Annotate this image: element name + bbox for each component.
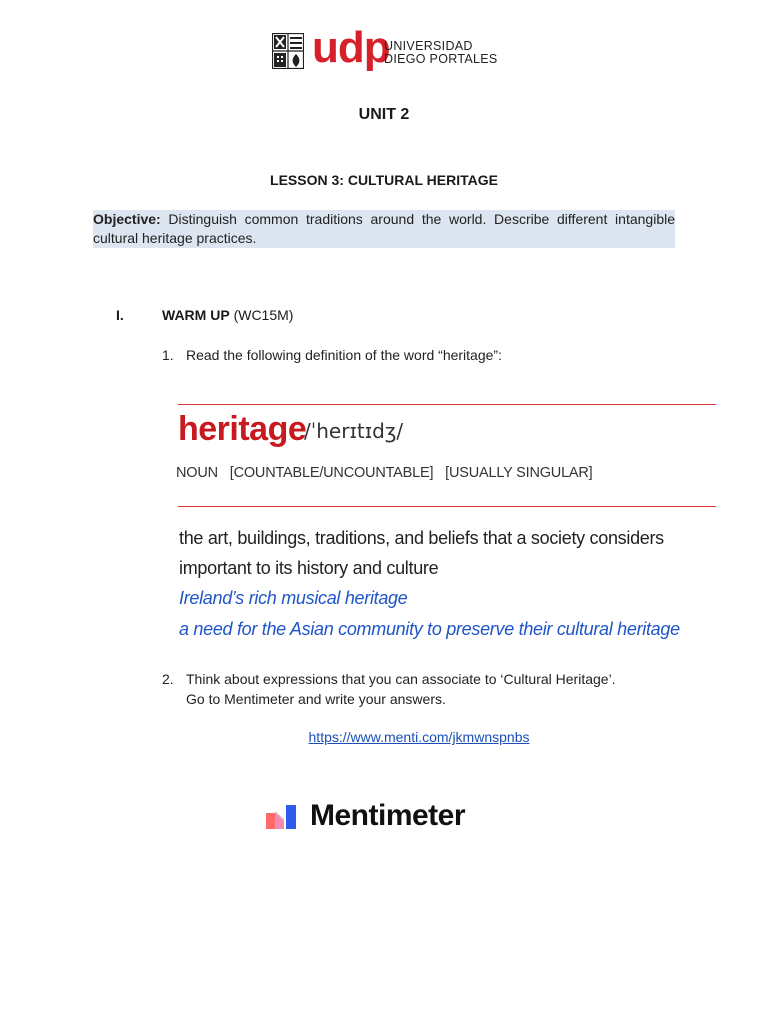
section-title <box>162 307 293 323</box>
dict-grammar <box>176 465 601 481</box>
udp-logo-line2: DIEGO PORTALES <box>384 52 498 66</box>
udp-logo-line1: UNIVERSIDAD <box>384 39 473 53</box>
mentimeter-logo-icon <box>266 805 298 829</box>
section-title-text: WARM UP <box>162 307 230 323</box>
item-2-line2: Go to Mentimeter and write your answers. <box>186 691 446 707</box>
dict-example-2: a need for the Asian community to preserve their cultural heritage <box>179 619 680 639</box>
objective-text: Distinguish common traditions around the world. Describe different intangible cultural heritage practices. <box>93 211 675 246</box>
dict-definition-line1: the art, buildings, traditions, and beliefs that a society considers <box>179 528 664 548</box>
objective-box <box>93 210 675 248</box>
mentimeter-logo-text: Mentimeter <box>310 799 466 832</box>
section-number: I. <box>116 307 124 323</box>
dict-grammar-number: [USUALLY SINGULAR] <box>445 465 593 481</box>
item-1-number: 1. <box>162 347 174 363</box>
dict-grammar-pos: NOUN <box>176 465 218 481</box>
lesson-title: LESSON 3: CULTURAL HERITAGE <box>270 172 498 188</box>
udp-logo-name <box>384 40 498 66</box>
item-2-line1: Think about expressions that you can associate to ‘Cultural Heritage’. <box>186 671 616 687</box>
unit-title: UNIT 2 <box>358 106 410 123</box>
objective-label: Objective: <box>93 211 161 227</box>
dict-headword: heritage <box>178 410 307 448</box>
udp-crest-logo <box>272 33 304 69</box>
dict-grammar-count: [COUNTABLE/UNCOUNTABLE] <box>229 465 434 481</box>
dict-mid-rule <box>178 506 716 507</box>
dict-example-1: Ireland’s rich musical heritage <box>179 588 408 608</box>
dict-pronunciation: /ˈherɪtɪdʒ/ <box>304 419 404 443</box>
item-1-text: Read the following definition of the word “heritage”: <box>186 347 502 363</box>
item-2-number: 2. <box>162 671 174 687</box>
mentimeter-link[interactable]: https://www.menti.com/jkmwnspnbs <box>308 729 530 745</box>
section-timing: (WC15M) <box>233 307 294 323</box>
dict-top-rule <box>178 404 716 405</box>
dict-definition-line2: important to its history and culture <box>179 558 439 578</box>
udp-logo-word: udp <box>312 23 390 72</box>
